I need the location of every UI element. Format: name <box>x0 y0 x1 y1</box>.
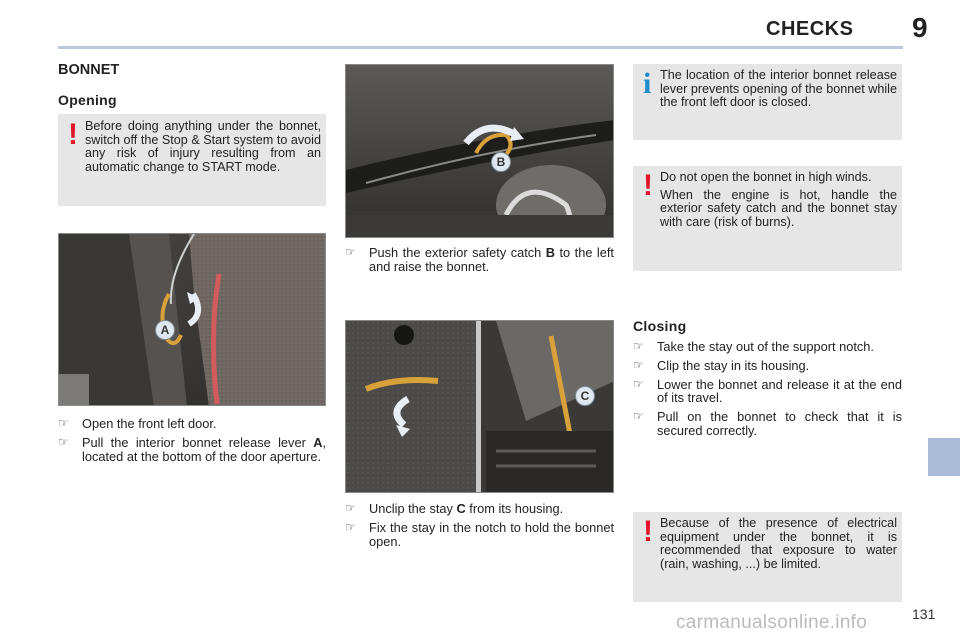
hand-pointer-icon: ☞ <box>345 501 356 515</box>
hand-pointer-icon: ☞ <box>633 357 644 372</box>
header-title: CHECKS <box>766 18 854 40</box>
hand-pointer-icon: ☞ <box>345 519 356 534</box>
info-box-release-lever <box>633 64 902 140</box>
list-item: ☞ Push the exterior safety catch B to the left and raise the bonnet. <box>345 245 614 274</box>
opening-steps <box>58 417 326 468</box>
list-item: ☞ Pull on the bonnet to check that it is secured correctly. <box>633 409 902 438</box>
hand-pointer-icon: ☞ <box>345 245 356 259</box>
lever-illustration <box>59 234 326 406</box>
page-number: 131 <box>912 606 936 622</box>
list-item: ☞ Clip the stay in its housing. <box>633 357 810 373</box>
list-item: ☞ Take the stay out of the support notch. <box>633 339 874 354</box>
chapter-number: 9 <box>912 12 928 43</box>
chapter-tab <box>928 438 960 476</box>
callout-a: A <box>155 320 175 340</box>
hand-pointer-icon: ☞ <box>633 339 644 353</box>
hand-pointer-icon: ☞ <box>633 409 644 424</box>
list-item: ☞ Lower the bonnet and release it at the end of its travel. <box>633 376 902 406</box>
warning-text-stop-start: Before doing anything under the bonnet, switch off the Stop & Start system to avoid any risk of injury resulting from an automatic change to START mode. <box>85 119 321 174</box>
watermark: carmanualsonline.info <box>676 612 868 633</box>
list-item: ☞ Fix the stay in the notch to hold the bonnet open. <box>345 519 614 549</box>
opening-heading: Opening <box>58 92 117 108</box>
warning-text-water: Because of the presence of electrical equipment under the bonnet, it is recommended that exposure to water (rain, washing, ...) be limited. <box>660 516 897 571</box>
photo-interior-release-lever <box>58 233 326 406</box>
photo-bonnet-stay <box>345 320 614 493</box>
info-text: The location of the interior bonnet release lever prevents opening of the bonnet while the front left door is closed. <box>660 68 897 110</box>
warning-text-hot-engine: Do not open the bonnet in high winds. When the engine is hot, handle the exterior safety catch and the bonnet stay with care (risk of burns). <box>660 170 897 229</box>
warning-icon: ! <box>643 515 653 548</box>
hand-pointer-icon: ☞ <box>633 376 644 391</box>
photo-exterior-safety-catch <box>345 64 614 238</box>
hand-pointer-icon: ☞ <box>58 434 69 449</box>
hand-pointer-icon: ☞ <box>58 416 69 430</box>
push-catch-step <box>345 246 614 279</box>
warning-icon: ! <box>643 169 653 202</box>
callout-b: B <box>491 152 511 172</box>
list-item: ☞ Unclip the stay C from its housing. <box>345 501 564 516</box>
callout-c: C <box>575 386 595 406</box>
header-rule <box>58 46 903 49</box>
closing-steps <box>633 340 902 443</box>
catch-illustration <box>346 65 614 238</box>
warning-box-stop-start <box>58 114 326 206</box>
info-icon: i <box>643 67 652 100</box>
warning-box-hot-engine <box>633 166 902 271</box>
section-title: BONNET <box>58 62 120 78</box>
stay-steps <box>345 502 614 553</box>
list-item: ☞ Open the front left door. <box>58 416 217 431</box>
warning-icon: ! <box>68 118 78 151</box>
list-item: ☞ Pull the interior bonnet release lever A, located at the bottom of the door aperture. <box>58 434 326 464</box>
warning-box-water <box>633 512 902 602</box>
closing-heading: Closing <box>633 318 687 334</box>
stay-illustration <box>346 321 614 493</box>
